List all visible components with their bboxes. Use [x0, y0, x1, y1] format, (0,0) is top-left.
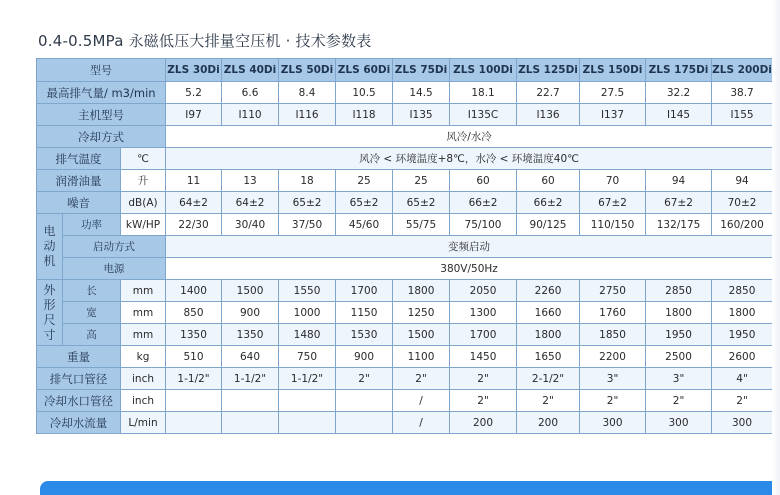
value-cell: I137 [580, 104, 646, 126]
spec-table [36, 58, 773, 434]
value-cell [222, 412, 279, 434]
value-cell: 66±2 [517, 192, 580, 214]
value-cell: I118 [336, 104, 393, 126]
row-label-air-end: 主机型号 [37, 104, 166, 126]
value-cell: 1550 [279, 280, 336, 302]
value-cell: 6.6 [222, 82, 279, 104]
group-char: 寸 [43, 327, 56, 342]
table-row [37, 324, 773, 346]
model-header: ZLS 200Di [712, 59, 773, 82]
model-header: ZLS 75Di [393, 59, 450, 82]
value-cell: 22.7 [517, 82, 580, 104]
model-header: ZLS 125Di [517, 59, 580, 82]
model-header: ZLS 175Di [646, 59, 712, 82]
unit-cell: ℃ [121, 148, 166, 170]
value-cell: I97 [166, 104, 222, 126]
value-cell: 1660 [517, 302, 580, 324]
value-cell: 110/150 [580, 214, 646, 236]
page-title: 0.4-0.5MPa 永磁低压大排量空压机 · 技术参数表 [38, 32, 372, 50]
row-label-noise: 噪音 [37, 192, 121, 214]
value-cell: 2200 [580, 346, 646, 368]
table-row [37, 214, 773, 236]
value-cell: 1300 [450, 302, 517, 324]
row-label-water-pipe: 冷却水口管径 [37, 390, 121, 412]
value-cell: 850 [166, 302, 222, 324]
value-cell: 30/40 [222, 214, 279, 236]
value-cell: 1950 [712, 324, 773, 346]
value-cell: 2" [712, 390, 773, 412]
value-cell: 60 [517, 170, 580, 192]
value-cell: I135C [450, 104, 517, 126]
value-cell [336, 390, 393, 412]
value-cell: 22/30 [166, 214, 222, 236]
value-cell: 94 [646, 170, 712, 192]
table-row [37, 126, 773, 148]
unit-cell: inch [121, 368, 166, 390]
value-cell: 64±2 [222, 192, 279, 214]
group-char: 电 [43, 224, 56, 238]
value-cell: 32.2 [646, 82, 712, 104]
value-cell: 2" [450, 368, 517, 390]
table-row [37, 390, 773, 412]
row-label-width: 宽 [63, 302, 121, 324]
value-cell: 2750 [580, 280, 646, 302]
value-cell [166, 390, 222, 412]
value-cell [166, 412, 222, 434]
unit-cell: mm [121, 324, 166, 346]
value-cell: 2850 [646, 280, 712, 302]
value-cell: / [393, 390, 450, 412]
value-cell: 750 [279, 346, 336, 368]
value-cell: 2" [580, 390, 646, 412]
table-row [37, 148, 773, 170]
value-cell: 18 [279, 170, 336, 192]
value-cell: 1100 [393, 346, 450, 368]
value-cell: 45/60 [336, 214, 393, 236]
value-cell: 64±2 [166, 192, 222, 214]
value-cell: 1400 [166, 280, 222, 302]
value-cell: 1800 [712, 302, 773, 324]
value-cell: 4" [712, 368, 773, 390]
value-cell: 18.1 [450, 82, 517, 104]
value-cell: 1000 [279, 302, 336, 324]
group-label-motor [37, 214, 63, 280]
model-header: ZLS 150Di [580, 59, 646, 82]
bottom-bar [40, 481, 780, 495]
value-cell: 1650 [517, 346, 580, 368]
value-cell: 300 [712, 412, 773, 434]
value-cell: 70±2 [712, 192, 773, 214]
model-header: ZLS 60Di [336, 59, 393, 82]
row-label-supply: 电源 [63, 258, 166, 280]
value-cell [222, 390, 279, 412]
table-row [37, 59, 773, 82]
model-header: ZLS 50Di [279, 59, 336, 82]
value-cell: 27.5 [580, 82, 646, 104]
value-cell: 1480 [279, 324, 336, 346]
value-cell: 2850 [712, 280, 773, 302]
value-cell: 25 [393, 170, 450, 192]
value-cell [279, 390, 336, 412]
row-label-air-delivery: 最高排气量/ m3/min [37, 82, 166, 104]
cooling-value: 风冷/水冷 [166, 126, 773, 148]
value-cell: 60 [450, 170, 517, 192]
row-label-discharge-temp: 排气温度 [37, 148, 121, 170]
value-cell: 1800 [646, 302, 712, 324]
value-cell: 160/200 [712, 214, 773, 236]
value-cell: 11 [166, 170, 222, 192]
value-cell: 3" [646, 368, 712, 390]
row-label-length: 长 [63, 280, 121, 302]
value-cell: 8.4 [279, 82, 336, 104]
group-char: 尺 [43, 312, 56, 327]
value-cell: 67±2 [646, 192, 712, 214]
value-cell: 90/125 [517, 214, 580, 236]
value-cell: 2500 [646, 346, 712, 368]
table-row [37, 280, 773, 302]
value-cell: 1700 [450, 324, 517, 346]
value-cell: 70 [580, 170, 646, 192]
value-cell: 300 [580, 412, 646, 434]
row-label-oil: 润滑油量 [37, 170, 121, 192]
value-cell: 1-1/2" [166, 368, 222, 390]
value-cell: 1800 [517, 324, 580, 346]
row-label-height: 高 [63, 324, 121, 346]
row-label-cooling: 冷却方式 [37, 126, 166, 148]
unit-cell: 升 [121, 170, 166, 192]
unit-cell: mm [121, 280, 166, 302]
group-char: 机 [43, 254, 56, 268]
value-cell: 37/50 [279, 214, 336, 236]
unit-cell: kg [121, 346, 166, 368]
table-row [37, 258, 773, 280]
discharge-temp-value: 风冷 < 环境温度+8℃，水冷 < 环境温度40℃ [166, 148, 773, 170]
value-cell: I110 [222, 104, 279, 126]
supply-value: 380V/50Hz [166, 258, 773, 280]
header-label-model: 型号 [37, 59, 166, 82]
value-cell: 55/75 [393, 214, 450, 236]
value-cell: 900 [222, 302, 279, 324]
table-row [37, 346, 773, 368]
group-label-dimensions [37, 280, 63, 346]
table-row [37, 236, 773, 258]
value-cell: 14.5 [393, 82, 450, 104]
value-cell: 200 [517, 412, 580, 434]
value-cell: 10.5 [336, 82, 393, 104]
value-cell: 25 [336, 170, 393, 192]
value-cell: I135 [393, 104, 450, 126]
unit-cell: mm [121, 302, 166, 324]
value-cell: 2260 [517, 280, 580, 302]
value-cell: 1350 [166, 324, 222, 346]
row-label-power: 功率 [63, 214, 121, 236]
value-cell: 1450 [450, 346, 517, 368]
value-cell: 3" [580, 368, 646, 390]
row-label-water-flow: 冷却水流量 [37, 412, 121, 434]
value-cell: 900 [336, 346, 393, 368]
value-cell: 1150 [336, 302, 393, 324]
value-cell: 66±2 [450, 192, 517, 214]
value-cell: 2" [646, 390, 712, 412]
value-cell: 2-1/2" [517, 368, 580, 390]
model-header: ZLS 100Di [450, 59, 517, 82]
value-cell: 2" [517, 390, 580, 412]
start-value: 变频启动 [166, 236, 773, 258]
table-row [37, 104, 773, 126]
value-cell: / [393, 412, 450, 434]
unit-cell: kW/HP [121, 214, 166, 236]
value-cell: 2" [336, 368, 393, 390]
value-cell: 1700 [336, 280, 393, 302]
unit-cell: L/min [121, 412, 166, 434]
value-cell: 94 [712, 170, 773, 192]
value-cell: 2050 [450, 280, 517, 302]
value-cell: I116 [279, 104, 336, 126]
row-label-start: 启动方式 [63, 236, 166, 258]
table-row [37, 368, 773, 390]
value-cell: 640 [222, 346, 279, 368]
value-cell: I145 [646, 104, 712, 126]
row-label-outlet: 排气口管径 [37, 368, 121, 390]
value-cell: 1950 [646, 324, 712, 346]
value-cell: 132/175 [646, 214, 712, 236]
value-cell: 65±2 [393, 192, 450, 214]
value-cell: 510 [166, 346, 222, 368]
value-cell: 2" [393, 368, 450, 390]
value-cell: 1-1/2" [279, 368, 336, 390]
value-cell: 2600 [712, 346, 773, 368]
value-cell: 1530 [336, 324, 393, 346]
value-cell: 1-1/2" [222, 368, 279, 390]
value-cell: 5.2 [166, 82, 222, 104]
value-cell: 1250 [393, 302, 450, 324]
value-cell: 2" [450, 390, 517, 412]
value-cell [336, 412, 393, 434]
table-row [37, 302, 773, 324]
right-edge-shade [772, 0, 780, 495]
table-row [37, 82, 773, 104]
value-cell: 1760 [580, 302, 646, 324]
model-header: ZLS 40Di [222, 59, 279, 82]
value-cell: 67±2 [580, 192, 646, 214]
value-cell: 65±2 [279, 192, 336, 214]
group-char: 外 [43, 282, 56, 297]
table-row [37, 412, 773, 434]
value-cell: 1500 [222, 280, 279, 302]
row-label-weight: 重量 [37, 346, 121, 368]
unit-cell: dB(A) [121, 192, 166, 214]
value-cell: 200 [450, 412, 517, 434]
value-cell: I136 [517, 104, 580, 126]
unit-cell: inch [121, 390, 166, 412]
group-char: 形 [43, 297, 56, 312]
value-cell: 300 [646, 412, 712, 434]
value-cell: 13 [222, 170, 279, 192]
value-cell: 1800 [393, 280, 450, 302]
value-cell: I155 [712, 104, 773, 126]
value-cell: 65±2 [336, 192, 393, 214]
table-row [37, 170, 773, 192]
model-header: ZLS 30Di [166, 59, 222, 82]
value-cell: 75/100 [450, 214, 517, 236]
group-char: 动 [43, 239, 56, 253]
value-cell [279, 412, 336, 434]
value-cell: 38.7 [712, 82, 773, 104]
table-row [37, 192, 773, 214]
value-cell: 1350 [222, 324, 279, 346]
value-cell: 1850 [580, 324, 646, 346]
value-cell: 1500 [393, 324, 450, 346]
